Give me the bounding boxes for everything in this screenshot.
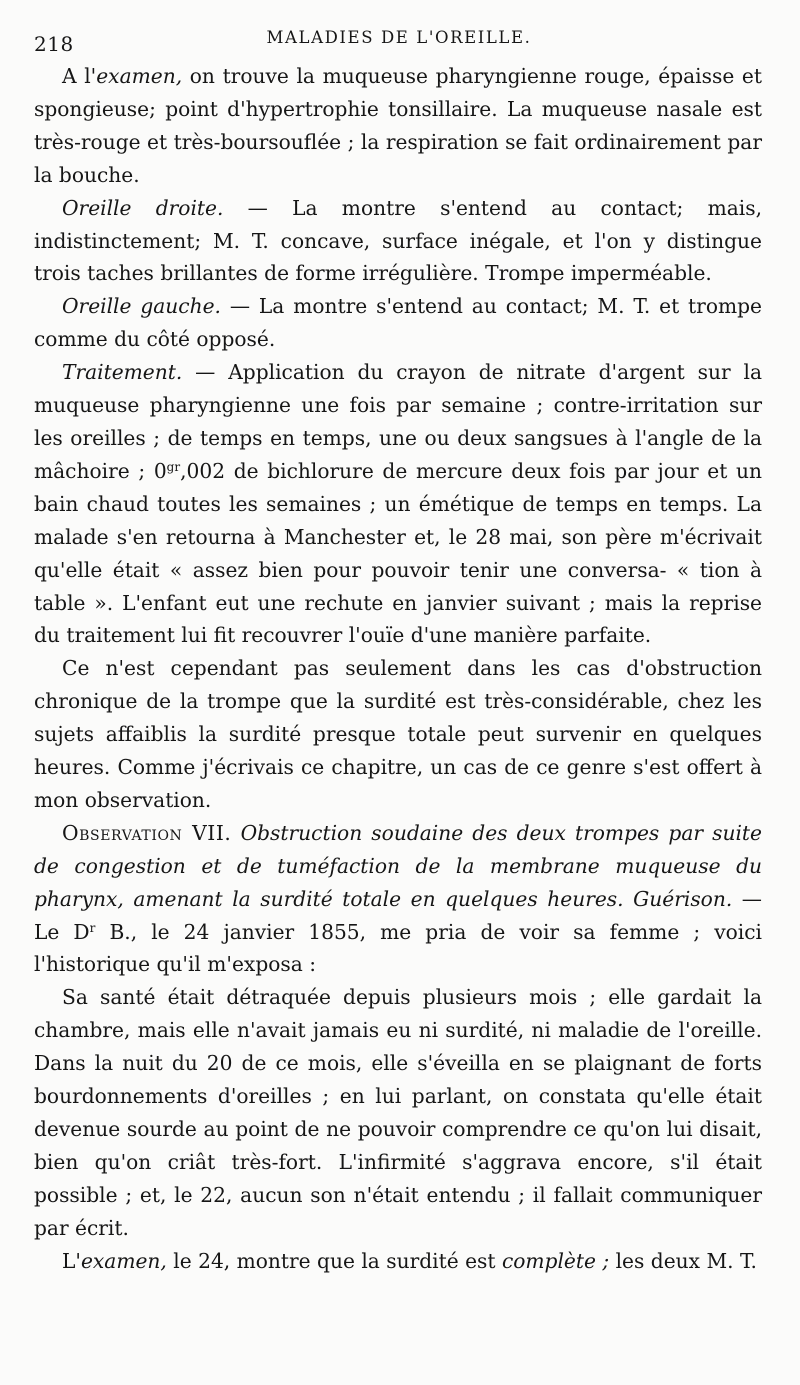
- paragraph-text-continued: ,002 de bichlorure de mercure deux fois par jour et un bain chaud toutes les semaines ; un émétique de temps en temps. La malade s'en retourna à Manchester et, le 28 mai, son père m'écrivait qu'elle était « assez bien pour pouvoir tenir une conversa- « tion à table ». L'enfant eut une rechute en janvier suivant ; mais la reprise du traitement lui fit recouvrer l'ouïe d'une manière parfaite.: [34, 458, 762, 648]
- paragraph-sante: [34, 981, 762, 1244]
- paragraph-text: — Le D: [34, 886, 762, 944]
- paragraph-text: Sa santé était détraquée depuis plusieurs mois ; elle gardait la chambre, mais elle n'avait jamais eu ni surdité, ni maladie de l'oreille. Dans la nuit du 20 de ce mois, elle s'éveilla en se plaignant de forts bourdonnements d'oreilles ; en lui parlant, on constata qu'elle était devenue sourde au point de ne pouvoir comprendre ce qu'on lui disait, bien qu'on criât très-fort. L'infirmité s'aggrava encore, s'il était possible ; et, le 22, aucun son n'était entendu ; il fallait communiquer par écrit.: [34, 985, 762, 1240]
- paragraph-italic: Oreille droite.: [62, 195, 224, 220]
- observation-heading: Observation VII.: [62, 820, 232, 845]
- superscript: r: [89, 920, 96, 935]
- paragraph-lead: L': [62, 1248, 81, 1273]
- paragraph-italic: Traitement.: [62, 360, 183, 385]
- paragraph-traitement: [34, 356, 762, 652]
- paragraph-text: — La montre s'entend au contact; mais, indistinctement; M. T. concave, surface inégale, et l'on y distingue trois taches brillantes de forme irrégulière. Trompe imperméable.: [34, 195, 762, 286]
- paragraph-italic: examen,: [80, 1248, 167, 1273]
- paragraph-text: on trouve la muqueuse pharyngienne rouge, épaisse et spongieuse; point d'hypertrophie tonsillaire. La muqueuse nasale est très-rouge et très-boursouflée ; la respiration se fait ordinairement par la bouche.: [34, 64, 762, 187]
- paragraph-italic: examen,: [96, 64, 183, 88]
- paragraph-oreille-gauche: [34, 290, 762, 356]
- paragraph-oreille-droite: [34, 192, 762, 291]
- paragraph-examen: [34, 60, 762, 192]
- paragraph-lead: A l': [62, 64, 97, 88]
- paragraph-observation-vii: [34, 817, 762, 982]
- paragraph-italic-second: complète ;: [501, 1248, 610, 1273]
- paragraph-text: — Application du crayon de nitrate d'argent sur la muqueuse pharyngienne une fois par semaine ; contre-irritation sur les oreilles ; de temps en temps, une ou deux sangsues à l'angle de la mâchoire ; 0: [34, 360, 762, 483]
- body-text: [34, 60, 762, 1278]
- paragraph-text: le 24, montre que la surdité est: [166, 1248, 502, 1273]
- running-title: MALADIES DE L'OREILLE.: [266, 28, 532, 47]
- paragraph-text-continued: B., le 24 janvier 1855, me pria de voir sa femme ; voici l'historique qu'il m'exposa :: [34, 919, 762, 977]
- page-number: 218: [34, 32, 74, 56]
- paragraph-examen-24: [34, 1245, 762, 1278]
- paragraph-text-continued: les deux M. T.: [609, 1248, 757, 1273]
- page-header: [34, 22, 764, 58]
- paragraph-italic: Oreille gauche.: [62, 294, 221, 319]
- paragraph-text: — La montre s'entend au contact; M. T. et trompe comme du côté opposé.: [34, 294, 762, 352]
- paragraph-text: Ce n'est cependant pas seulement dans les cas d'obstruction chronique de la trompe que la surdité est très-considérable, chez les sujets affaiblis la surdité presque totale peut survenir en quelques heures. Comme j'écrivais ce chapitre, un cas de ce genre s'est offert à mon observation.: [34, 656, 762, 812]
- observation-title: Obstruction soudaine des deux trompes par suite de congestion et de tuméfaction de la membrane muqueuse du pharynx, amenant la surdité totale en quelques heures. Guérison.: [34, 820, 762, 911]
- paragraph-obstruction: [34, 652, 762, 817]
- superscript: gr: [166, 459, 181, 474]
